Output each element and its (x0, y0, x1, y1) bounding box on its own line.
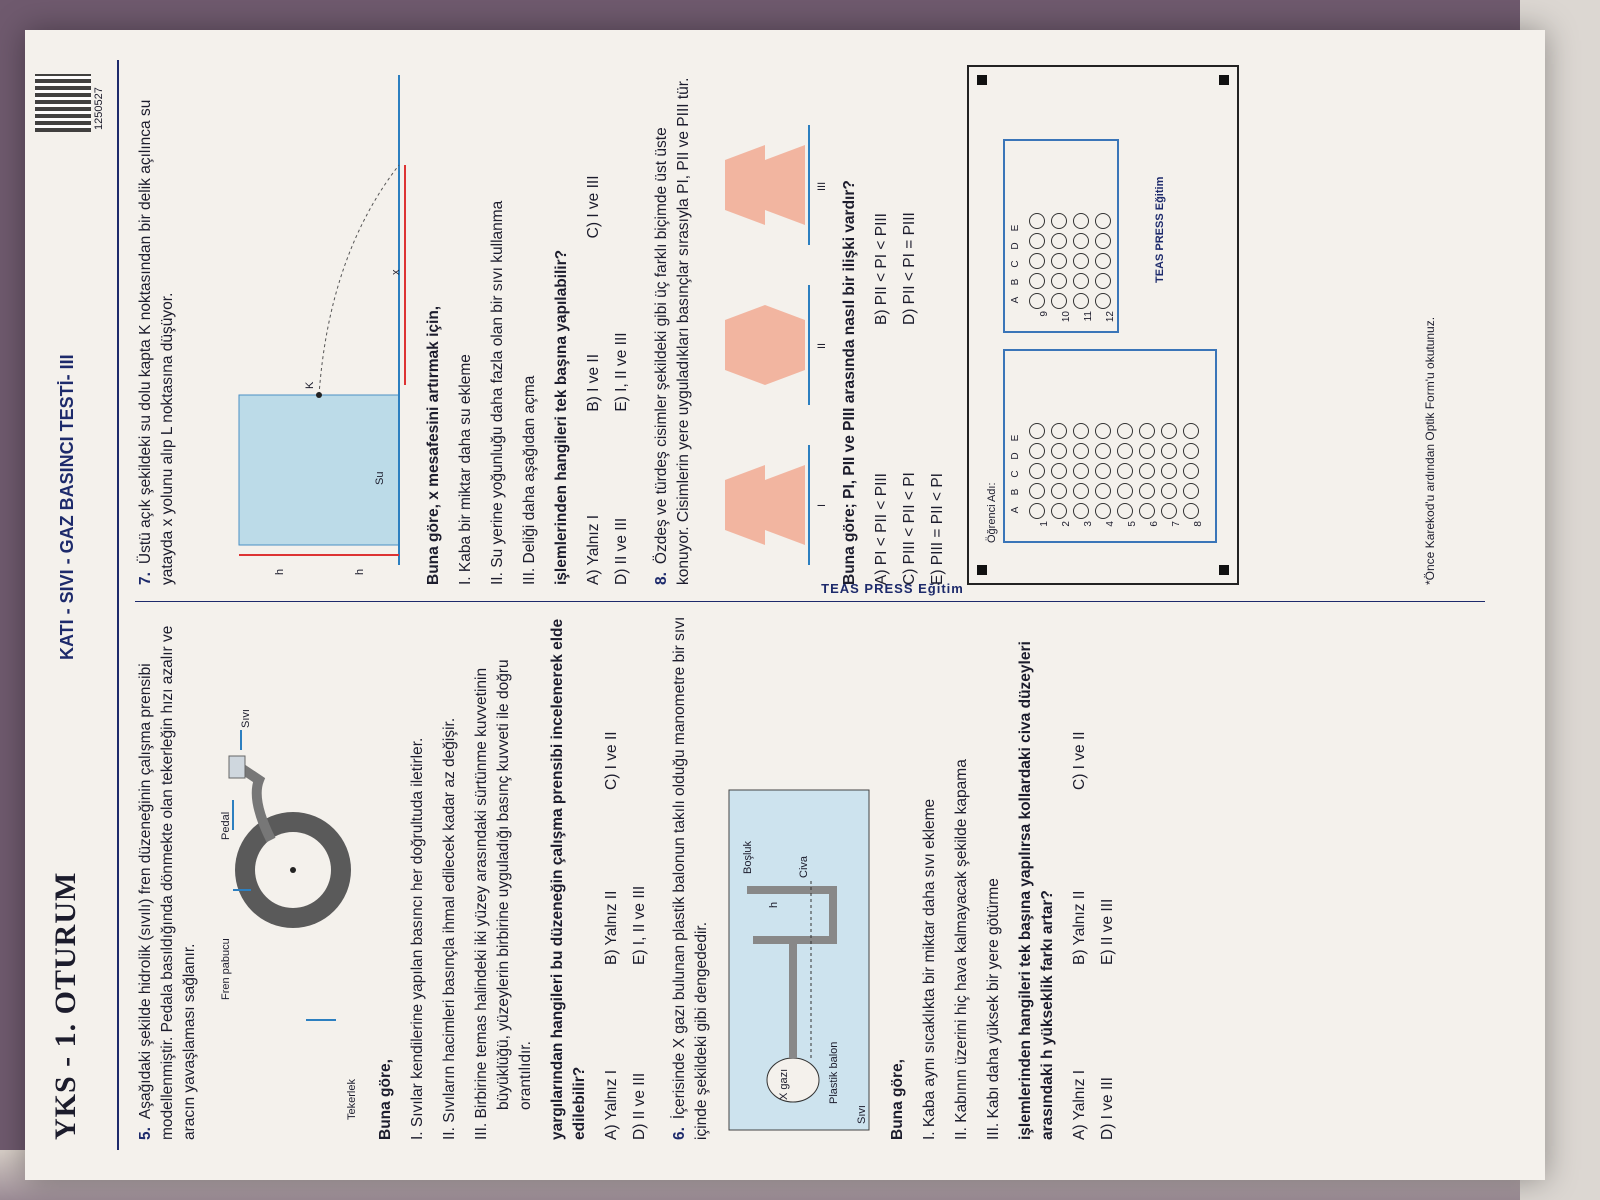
optical-form (967, 65, 1239, 585)
answer-row (1071, 141, 1093, 331)
answer-row (1049, 141, 1071, 331)
q5-prompt: Buna göre, (377, 1059, 394, 1140)
answer-bubble[interactable] (1095, 503, 1111, 519)
answer-bubble[interactable] (1073, 463, 1089, 479)
answer-column-letter: A (1010, 296, 1021, 304)
label-x-gazi: X gazı (778, 1068, 790, 1100)
q7-option-b[interactable]: B) I ve II (585, 353, 602, 412)
q6-item-1: I. Kaba aynı sıcaklıkta bir miktar daha sıvı ekleme (921, 798, 938, 1140)
q6-number: 6. (671, 1127, 688, 1140)
answer-bubble[interactable] (1183, 443, 1199, 459)
answer-bubble[interactable] (1051, 253, 1067, 269)
answer-bubble[interactable] (1073, 213, 1089, 229)
answer-bubble[interactable] (1117, 423, 1133, 439)
answer-bubble[interactable] (1051, 233, 1067, 249)
answer-bubble[interactable] (1139, 463, 1155, 479)
brake-figure (211, 615, 361, 1140)
qr-code-icon (35, 74, 91, 132)
answer-bubble[interactable] (1095, 213, 1111, 229)
answer-bubble[interactable] (1183, 503, 1199, 519)
answer-bubble[interactable] (1183, 463, 1199, 479)
answer-bubble[interactable] (1051, 423, 1067, 439)
q5-text: 5.Aşağıdaki şekilde hidrolik (sıvılı) fren düzeneğinin çalışma prensibi modellenmiştir. Pedala basıldığında dönmekte olan tekerleğin hızı azalır ve aracın yavaşlaması sağlanır. (137, 625, 198, 1140)
answer-column-letter: A (1010, 506, 1021, 514)
manometer-diagram (723, 780, 873, 1140)
answer-bubble[interactable] (1095, 293, 1111, 309)
answer-bubble[interactable] (1161, 443, 1177, 459)
stack-figure (705, 65, 828, 585)
answer-bubble[interactable] (1073, 253, 1089, 269)
answer-row-number: 4 (1105, 521, 1116, 527)
label-h-top: h (274, 568, 286, 575)
answer-bubble[interactable] (1051, 483, 1067, 499)
label-k: K (304, 381, 316, 389)
q8-option-c[interactable]: C) PIII < PII < PI (901, 472, 918, 585)
answer-row (1115, 351, 1137, 541)
q8-question: Buna göre; PI, PII ve PIII arasında nasıl bir ilişki vardır? (841, 180, 858, 585)
answer-bubble[interactable] (1029, 273, 1045, 289)
teas-logo: TEAS PRESS Eğitim (1154, 176, 1166, 283)
answer-bubble[interactable] (1029, 463, 1045, 479)
answer-row-number: 6 (1149, 521, 1160, 527)
q6-prompt: Buna göre, (889, 1059, 906, 1140)
answer-bubble[interactable] (1051, 463, 1067, 479)
answer-bubble[interactable] (1095, 443, 1111, 459)
answer-row (1027, 141, 1049, 331)
q6-option-d[interactable]: D) I ve III (1099, 1077, 1116, 1140)
brake-diagram (211, 620, 361, 1140)
manometer-figure (723, 615, 873, 1140)
stack-diagram (705, 65, 825, 585)
answer-bubble[interactable] (1051, 213, 1067, 229)
q7-options (583, 65, 633, 585)
answer-row (1049, 351, 1071, 541)
answer-bubble[interactable] (1029, 443, 1045, 459)
answer-bubble[interactable] (1029, 293, 1045, 309)
q6-option-b[interactable]: B) Yalnız II (1071, 890, 1088, 965)
q5-item-1: I. Sıvılar kendilerine yapılan basıncı her doğrultuda iletirler. (409, 737, 426, 1140)
page-title: YKS - 1. OTURUM (49, 871, 82, 1140)
q5-options (601, 615, 651, 1140)
answer-bubble[interactable] (1139, 503, 1155, 519)
answer-bubble[interactable] (1139, 423, 1155, 439)
answer-grid-left (1003, 349, 1217, 543)
answer-row-number: 9 (1039, 311, 1050, 317)
q7-option-e[interactable]: E) I, II ve III (613, 332, 630, 412)
answer-row (1159, 351, 1181, 541)
q8-number: 8. (653, 572, 670, 585)
answer-bubble[interactable] (1161, 483, 1177, 499)
answer-bubble[interactable] (1139, 443, 1155, 459)
q7-option-d[interactable]: D) II ve III (613, 517, 630, 585)
answer-bubble[interactable] (1029, 253, 1045, 269)
answer-row-number: 1 (1039, 521, 1050, 527)
q5-option-d[interactable]: D) II ve III (631, 1072, 648, 1140)
brand-text: TEAS PRESS Eğitim (821, 581, 964, 597)
student-name-label: Öğrenci Adı: (986, 482, 998, 543)
q5-item-3: III. Birbirine temas halindeki iki yüzey arasındaki sürtünme kuvvetinin büyüklüğü, yüzeylerin birbirine uyguladığı basınç kuvveti ile doğru orantılıdır. (473, 659, 534, 1140)
q5-option-b[interactable]: B) Yalnız II (603, 890, 620, 965)
tank-figure (189, 65, 409, 585)
q7-text: 7.Üstü açık şekildeki su dolu kapta K noktasından bir delik açılınca su yatayda x yolunu alıp L noktasına düşüyor. (137, 99, 176, 585)
q6-option-c[interactable]: C) I ve II (1071, 731, 1088, 790)
answer-bubble[interactable] (1095, 483, 1111, 499)
answer-bubble[interactable] (1183, 423, 1199, 439)
q6-options (1069, 615, 1119, 1140)
answer-column-letter: C (1010, 470, 1021, 478)
label-sivi-6: Sıvı (856, 1105, 868, 1124)
label-h-bottom: h (354, 568, 366, 575)
answer-row-number: 5 (1127, 521, 1138, 527)
label-sivi: Sıvı (240, 709, 252, 728)
answer-bubble[interactable] (1029, 503, 1045, 519)
label-pedal: Pedal (220, 811, 232, 840)
answer-bubble[interactable] (1073, 483, 1089, 499)
answer-bubble[interactable] (1117, 463, 1133, 479)
answer-bubble[interactable] (1095, 423, 1111, 439)
label-x: x (390, 269, 402, 275)
answer-bubble[interactable] (1029, 483, 1045, 499)
label-stack-iii: III (816, 181, 828, 191)
answer-column-letter: E (1010, 224, 1021, 232)
label-tekerlek: Tekerlek (346, 1079, 358, 1120)
test-subtitle: KATI - SIVI - GAZ BASINCI TESTİ- III (57, 354, 77, 660)
answer-bubble[interactable] (1117, 443, 1133, 459)
answer-bubble[interactable] (1117, 503, 1133, 519)
answer-bubble[interactable] (1051, 293, 1067, 309)
answer-bubble[interactable] (1029, 213, 1045, 229)
answer-bubble[interactable] (1073, 443, 1089, 459)
q7-option-c[interactable]: C) I ve III (585, 175, 602, 239)
answer-bubble[interactable] (1073, 423, 1089, 439)
left-column (135, 615, 1137, 1140)
form-corner-mark (1219, 75, 1229, 85)
answer-grid-right (1003, 139, 1119, 333)
answer-bubble[interactable] (1051, 503, 1067, 519)
label-h: h (768, 901, 780, 908)
header (25, 30, 117, 1180)
form-corner-mark (977, 565, 987, 575)
answer-row-number: 10 (1061, 311, 1072, 323)
answer-column-letter: C (1010, 260, 1021, 268)
answer-column-letter: D (1010, 452, 1021, 460)
q7-item-3: III. Deliği daha aşağıdan açma (521, 375, 538, 585)
label-su: Su (374, 471, 386, 485)
q6-option-e[interactable]: E) II ve III (1099, 898, 1116, 965)
answer-bubble[interactable] (1073, 233, 1089, 249)
right-column (135, 65, 1239, 585)
answer-bubble[interactable] (1029, 423, 1045, 439)
form-corner-mark (1219, 565, 1229, 575)
answer-row (1181, 351, 1203, 541)
answer-bubble[interactable] (1161, 503, 1177, 519)
q7-prompt: Buna göre, x mesafesini artırmak için, (425, 305, 442, 585)
q6-item-3: III. Kabı daha yüksek bir yere götürme (985, 878, 1002, 1140)
label-bosluk: Boşluk (742, 840, 754, 874)
answer-column-letter: B (1010, 488, 1021, 496)
answer-row-number: 2 (1061, 521, 1072, 527)
answer-bubble[interactable] (1051, 443, 1067, 459)
q6-option-a[interactable]: A) Yalnız I (1071, 1069, 1088, 1140)
answer-row-number: 8 (1193, 521, 1204, 527)
answer-row (1071, 351, 1093, 541)
answer-bubble[interactable] (1183, 483, 1199, 499)
q7-item-2: II. Su yerine yoğunluğu daha fazla olan bir sıvı kullanma (489, 200, 506, 585)
q5-number: 5. (137, 1127, 154, 1140)
answer-row (1093, 141, 1115, 331)
tank-diagram (189, 65, 409, 585)
q8-option-d[interactable]: D) PII < PI = PIII (901, 212, 918, 325)
q8-text: 8.Özdeş ve türdeş cisimler şekildeki gibi üç farklı biçimde üst üste konuyor. Cisimlerin yere uyguladıkları basınçlar sırasıyla PI, PII ve PIII tür. (653, 77, 692, 585)
q5-option-e[interactable]: E) I, II ve III (631, 885, 648, 965)
header-divider (117, 60, 119, 1150)
answer-row (1137, 351, 1159, 541)
answer-column-letter: E (1010, 434, 1021, 442)
label-stack-ii: II (816, 342, 828, 349)
q8-option-b[interactable]: B) PII < PI < PIII (873, 213, 890, 325)
label-plastik-balon: Plastik balon (828, 1041, 840, 1104)
q7-option-a[interactable]: A) Yalnız I (585, 514, 602, 585)
answer-bubble[interactable] (1161, 463, 1177, 479)
answer-row-number: 11 (1083, 311, 1094, 322)
label-stack-i: I (816, 503, 828, 507)
answer-bubble[interactable] (1029, 233, 1045, 249)
q7-number: 7. (137, 572, 154, 585)
q6-question: işlemlerinden hangileri tek başına yapılırsa kollardaki civa düzeyleri arasındaki h yükseklik farkı artar? (1017, 641, 1056, 1140)
q5-question: yargılarından hangileri bu düzeneğin çalışma prensibi incelenerek elde edilebilir? (549, 618, 588, 1140)
answer-bubble[interactable] (1161, 423, 1177, 439)
q7-item-1: I. Kaba bir miktar daha su ekleme (457, 354, 474, 585)
qr-code-number: 1250527 (93, 87, 105, 130)
form-corner-mark (977, 75, 987, 85)
label-fren-pabucu: Fren pabucu (220, 938, 232, 1000)
answer-bubble[interactable] (1051, 273, 1067, 289)
q7-question: işlemlerinden hangileri tek başına yapılabilir? (553, 249, 570, 585)
footer-note: *Önce Karekod'u ardından Optik Form'u okutunuz. (1423, 316, 1437, 585)
q8-option-e[interactable]: E) PIII = PII < PI (929, 473, 946, 585)
answer-column-letter: D (1010, 242, 1021, 250)
answer-bubble[interactable] (1073, 273, 1089, 289)
answer-row (1093, 351, 1115, 541)
q5-item-2: II. Sıvıların hacimleri basınçla ihmal edilecek kadar az değişir. (441, 717, 458, 1140)
q6-text: 6.İçerisinde X gazı bulunan plastik balonun takılı olduğu manometre bir sıvı içinde şekildeki gibi dengededir. (671, 616, 710, 1140)
q5-option-a[interactable]: A) Yalnız I (603, 1069, 620, 1140)
answer-row-number: 3 (1083, 521, 1094, 527)
answer-column-letter: B (1010, 278, 1021, 286)
answer-bubble[interactable] (1073, 503, 1089, 519)
answer-bubble[interactable] (1095, 273, 1111, 289)
answer-bubble[interactable] (1095, 463, 1111, 479)
answer-row (1027, 351, 1049, 541)
answer-row-number: 7 (1171, 521, 1182, 527)
answer-bubble[interactable] (1095, 253, 1111, 269)
q8-options (871, 65, 949, 585)
label-civa: Civa (798, 855, 810, 878)
q6-item-2: II. Kabının üzerini hiç hava kalmayacak şekilde kapama (953, 759, 970, 1140)
test-sheet (25, 30, 1545, 1180)
q5-option-c[interactable]: C) I ve II (603, 731, 620, 790)
q8-option-a[interactable]: A) PI < PII < PIII (873, 473, 890, 585)
answer-bubble[interactable] (1117, 483, 1133, 499)
column-divider (135, 601, 1485, 602)
answer-bubble[interactable] (1139, 483, 1155, 499)
answer-bubble[interactable] (1073, 293, 1089, 309)
answer-bubble[interactable] (1095, 233, 1111, 249)
answer-row-number: 12 (1105, 311, 1116, 323)
